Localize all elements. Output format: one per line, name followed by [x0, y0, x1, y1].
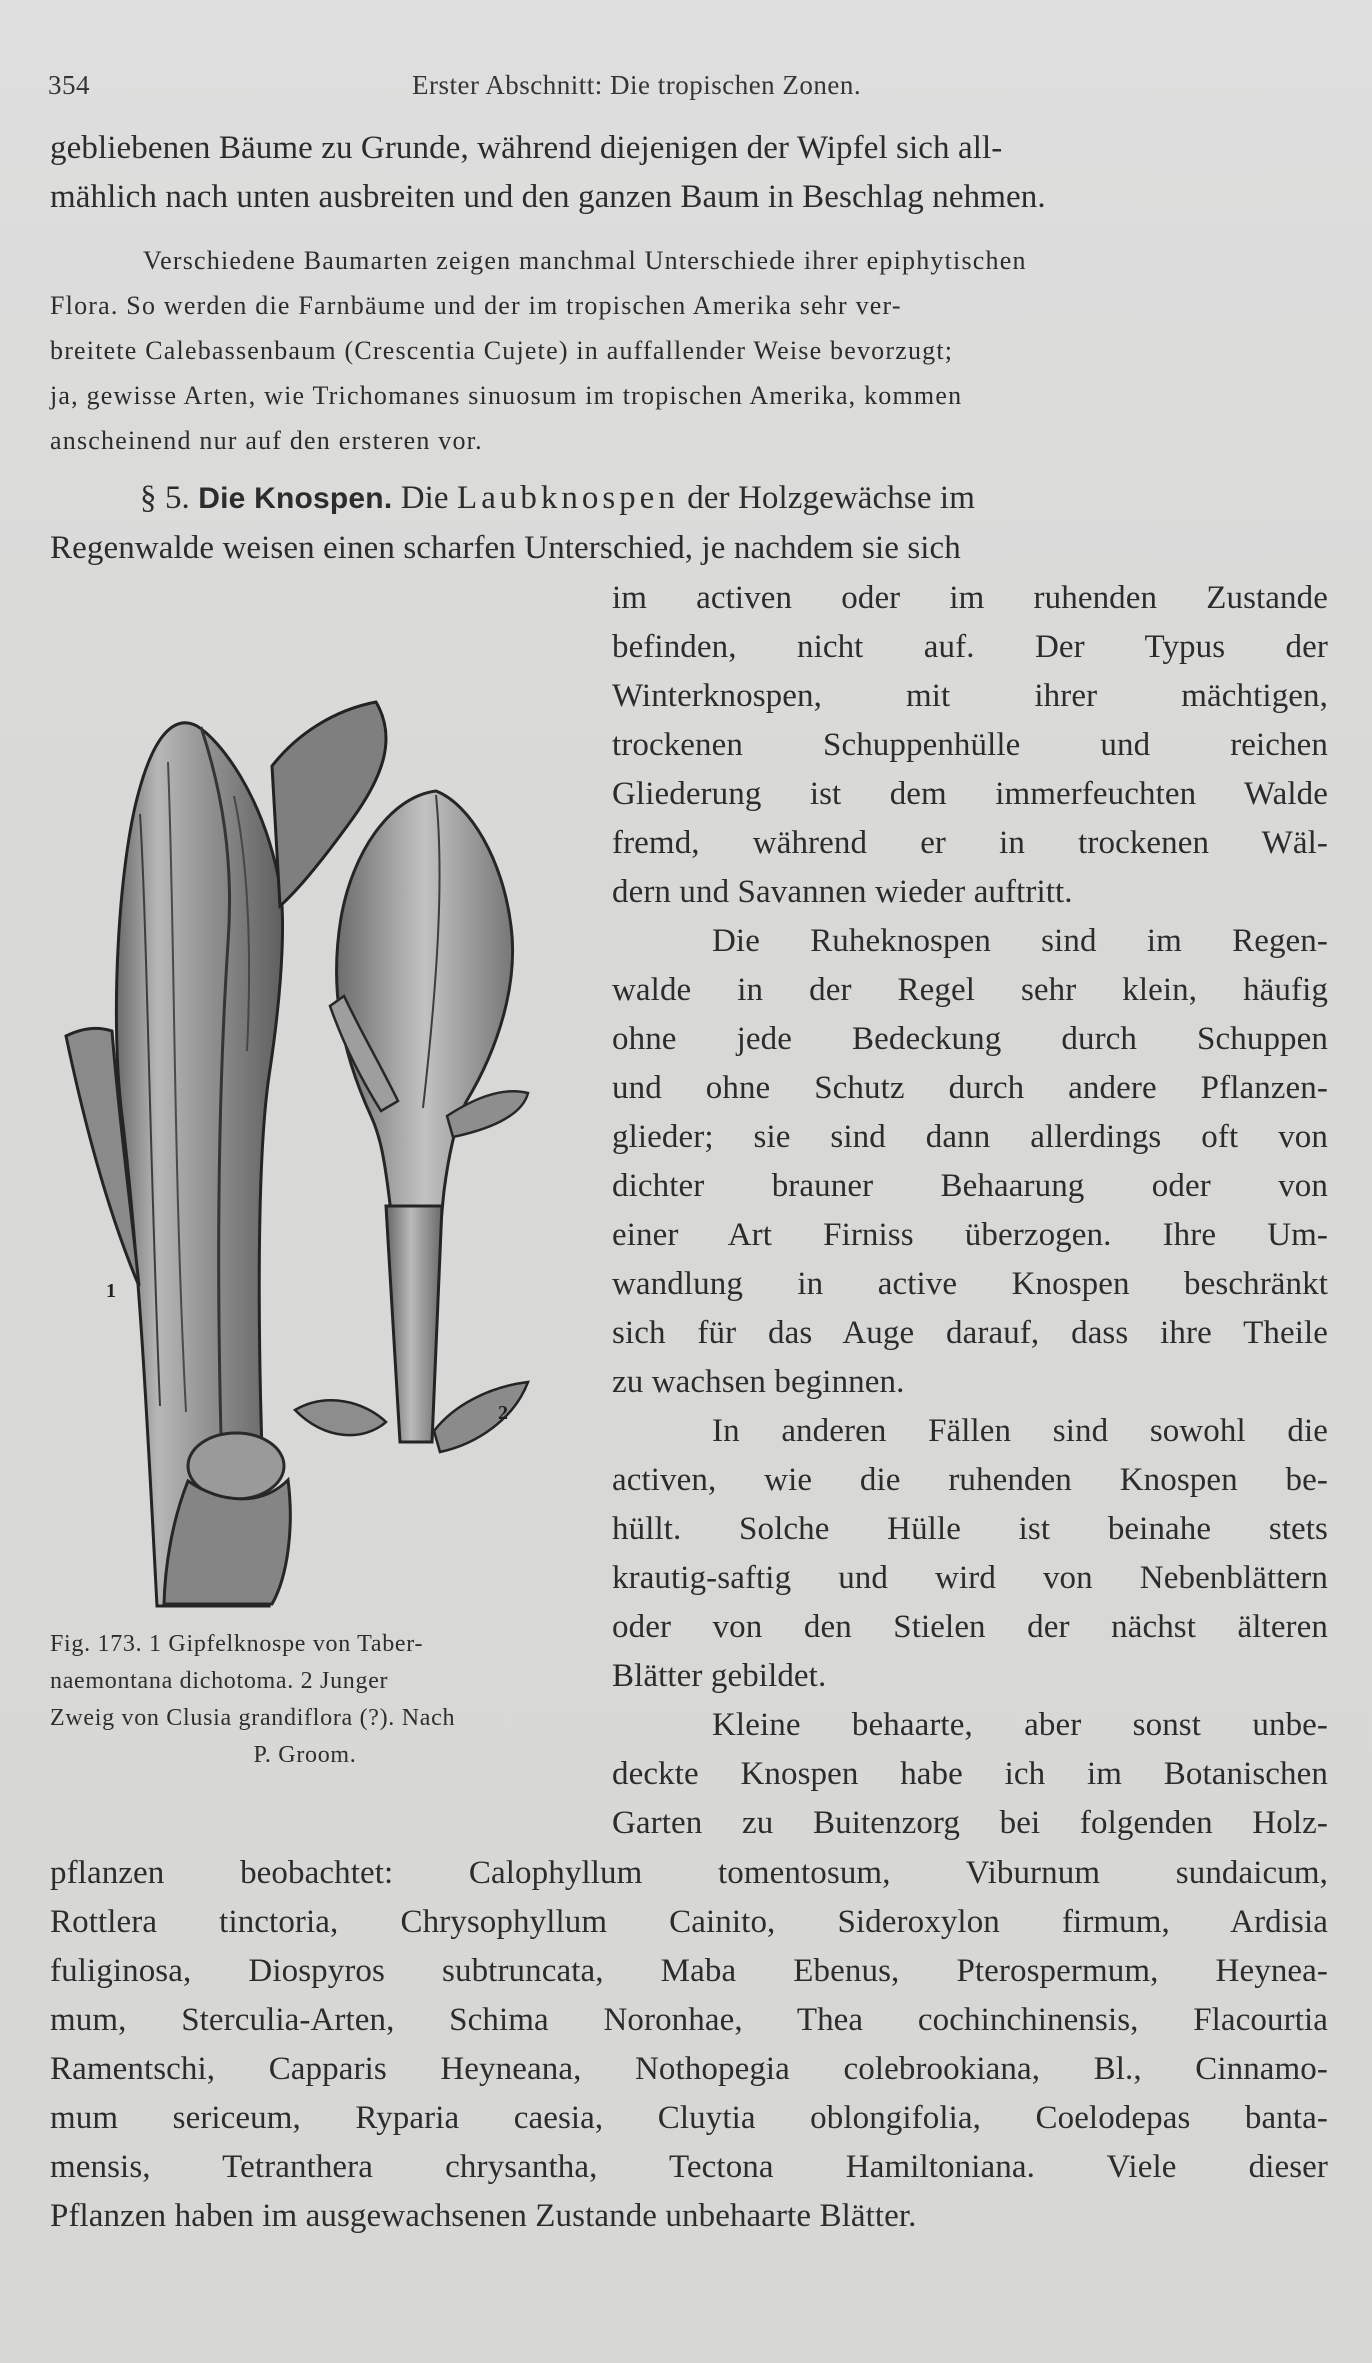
- bottom-text-line: mum, Sterculia-Arten, Schima Noronhae, Thea cochinchinensis, Flacourtia: [50, 2002, 1328, 2038]
- right-column-line: krautig-saftig und wird von Nebenblättern: [612, 1560, 1328, 1596]
- right-column-line: oder von den Stielen der nächst älteren: [612, 1609, 1328, 1645]
- bottom-text-line: Rottlera tinctoria, Chrysophyllum Cainito, Sideroxylon firmum, Ardisia: [50, 1904, 1328, 1940]
- right-column-line: zu wachsen beginnen.: [612, 1364, 905, 1400]
- bottom-text-line: Pflanzen haben im ausgewachsenen Zustande unbehaarte Blätter.: [50, 2198, 917, 2234]
- caption-line: naemontana dichotoma. 2 Junger: [50, 1668, 389, 1694]
- right-column-line: trockenen Schuppenhülle und reichen: [612, 727, 1328, 763]
- right-column-line: glieder; sie sind dann allerdings oft von: [612, 1119, 1328, 1155]
- right-column-line: im activen oder im ruhenden Zustande: [612, 580, 1328, 616]
- right-column-line: walde in der Regel sehr klein, häufig: [612, 972, 1328, 1008]
- specimen-2: [295, 791, 528, 1452]
- right-column-line: In anderen Fällen sind sowohl die: [712, 1413, 1328, 1449]
- caption-line: Zweig von Clusia grandiflora (?). Nach: [50, 1705, 456, 1731]
- spaced-term: Laubknospen: [457, 480, 679, 516]
- text-line: anscheinend nur auf den ersteren vor.: [50, 426, 483, 455]
- right-column-line: activen, wie die ruhenden Knospen be-: [612, 1462, 1328, 1498]
- botanical-figure: [52, 646, 572, 1626]
- right-column-line: Die Ruheknospen sind im Regen-: [712, 923, 1328, 959]
- text-line: Regenwalde weisen einen scharfen Unterschied, je nachdem sie sich: [50, 530, 961, 566]
- right-column-line: fremd, während er in trockenen Wäl-: [612, 825, 1328, 861]
- right-column-line: Gliederung ist dem immerfeuchten Walde: [612, 776, 1328, 812]
- running-title: Erster Abschnitt: Die tropischen Zonen.: [412, 70, 862, 100]
- right-column-line: deckte Knospen habe ich im Botanischen: [612, 1756, 1328, 1792]
- section-heading-line: [140, 480, 975, 517]
- bottom-text-line: pflanzen beobachtet: Calophyllum tomentosum, Viburnum sundaicum,: [50, 1855, 1328, 1891]
- right-column-line: hüllt. Solche Hülle ist beinahe stets: [612, 1511, 1328, 1547]
- figure-label-1: 1: [106, 1280, 116, 1302]
- bottom-text-line: mensis, Tetranthera chrysantha, Tectona Hamiltoniana. Viele dieser: [50, 2149, 1328, 2185]
- bud-illustration: [52, 646, 572, 1626]
- text-line: mählich nach unten ausbreiten und den ganzen Baum in Beschlag nehmen.: [50, 179, 1046, 215]
- section-title: Die Knospen.: [198, 482, 393, 515]
- text-line: ja, gewisse Arten, wie Trichomanes sinuosum im tropischen Amerika, kommen: [50, 381, 963, 410]
- right-column-line: dern und Savannen wieder auftritt.: [612, 874, 1073, 910]
- right-column-line: dichter brauner Behaarung oder von: [612, 1168, 1328, 1204]
- right-column-line: befinden, nicht auf. Der Typus der: [612, 629, 1328, 665]
- section-lead-word: Die: [400, 480, 449, 516]
- right-column-line: sich für das Auge darauf, dass ihre Theile: [612, 1315, 1328, 1351]
- section-line-rest: der Holzgewächse im: [687, 480, 975, 516]
- right-column-line: Winterknospen, mit ihrer mächtigen,: [612, 678, 1328, 714]
- text-line: gebliebenen Bäume zu Grunde, während diejenigen der Wipfel sich all-: [50, 130, 1003, 166]
- caption-line: Fig. 173. 1 Gipfelknospe von Taber-: [50, 1631, 424, 1657]
- right-column-line: einer Art Firniss überzogen. Ihre Um-: [612, 1217, 1328, 1253]
- right-column-line: ohne jede Bedeckung durch Schuppen: [612, 1021, 1328, 1057]
- specimen-1: [66, 702, 386, 1606]
- section-marker: § 5.: [140, 480, 190, 516]
- bottom-text-line: fuliginosa, Diospyros subtruncata, Maba Ebenus, Pterospermum, Heynea-: [50, 1953, 1328, 1989]
- text-line: breitete Calebassenbaum (Crescentia Cujete) in auffallender Weise bevorzugt;: [50, 336, 954, 365]
- bottom-text-line: Ramentschi, Capparis Heyneana, Nothopegia colebrookiana, Bl., Cinnamo-: [50, 2051, 1328, 2087]
- figure-label-2: 2: [498, 1402, 508, 1424]
- text-line: Verschiedene Baumarten zeigen manchmal Unterschiede ihrer epiphytischen: [143, 246, 1027, 275]
- right-column-line: Kleine behaarte, aber sonst unbe-: [712, 1707, 1328, 1743]
- right-column-line: Blätter gebildet.: [612, 1658, 827, 1694]
- text-line: Flora. So werden die Farnbäume und der im tropischen Amerika sehr ver-: [50, 291, 902, 320]
- right-column-line: und ohne Schutz durch andere Pflanzen-: [612, 1070, 1328, 1106]
- caption-line: P. Groom.: [253, 1742, 357, 1768]
- bottom-text-line: mum sericeum, Ryparia caesia, Cluytia oblongifolia, Coelodepas banta-: [50, 2100, 1328, 2136]
- page-number: 354: [48, 70, 90, 100]
- right-column-line: wandlung in active Knospen beschränkt: [612, 1266, 1328, 1302]
- right-column-line: Garten zu Buitenzorg bei folgenden Holz-: [612, 1805, 1328, 1841]
